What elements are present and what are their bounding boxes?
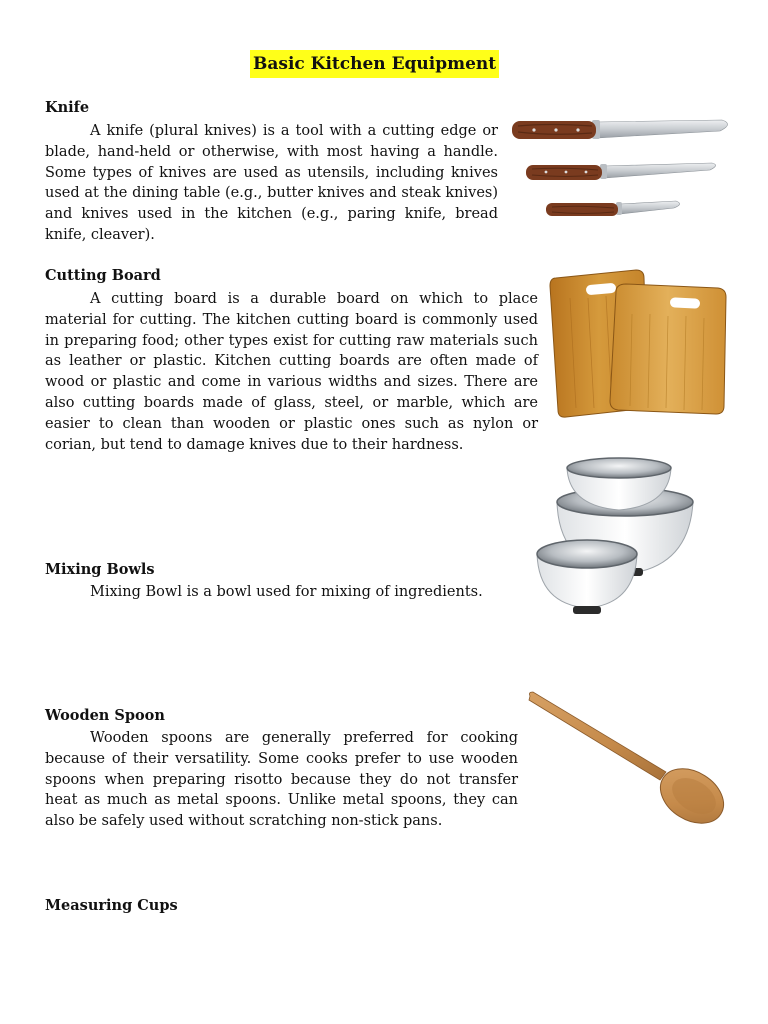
section-heading-wooden-spoon: Wooden Spoon [45, 707, 165, 724]
utility-knife [526, 163, 716, 180]
section-heading-knife: Knife [45, 99, 90, 116]
wooden-spoon [529, 692, 732, 830]
chef-knife [512, 120, 728, 139]
mixing-bowls-image [533, 456, 698, 618]
section-body-knife: A knife (plural knives) is a tool with a cutting edge or blade, hand-held or otherwise, with most having a handle. Some types of knives are used as utensils, including knives used at the dining table (e.g., butter knives and steak knives) and knives used in the kitchen (e.g., paring knife, bread knife, cleaver). [45, 123, 498, 243]
front-cutting-board [610, 284, 726, 414]
section-body-mixing-bowls: Mixing Bowl is a bowl used for mixing of ingredients. [90, 584, 483, 600]
knife-set-image [508, 112, 736, 224]
small-mixing-bowl [537, 540, 637, 614]
section-body-cutting-board: A cutting board is a durable board on which to place material for cutting. The kitchen cutting board is commonly used in preparing food; other types exist for cutting raw materials such as leather or plastic. Kitchen cutting boards are often made of wood or plastic and come in various widths and sizes. There are also cutting boards made of glass, steel, or marble, which are easier to clean than wooden or plastic ones such as nylon or corian, but tend to damage knives due to their hardness. [45, 291, 538, 453]
wooden-spoon-image [526, 688, 732, 830]
section-body-wooden-spoon: Wooden spoons are generally preferred for cooking because of their versatility. Some cooks prefer to use wooden spoons when preparing risotto because they do not transfer heat as much as metal spoons. Unlike metal spoons, they can also be safely used without scratching non-stick pans. [45, 730, 518, 830]
cutting-boards-image [548, 268, 730, 420]
section-heading-mixing-bowls: Mixing Bowls [45, 561, 155, 578]
section-heading-measuring-cups: Measuring Cups [45, 897, 178, 914]
paring-knife [546, 201, 680, 216]
section-heading-cutting-board: Cutting Board [45, 267, 161, 284]
page-title: Basic Kitchen Equipment [250, 50, 499, 78]
